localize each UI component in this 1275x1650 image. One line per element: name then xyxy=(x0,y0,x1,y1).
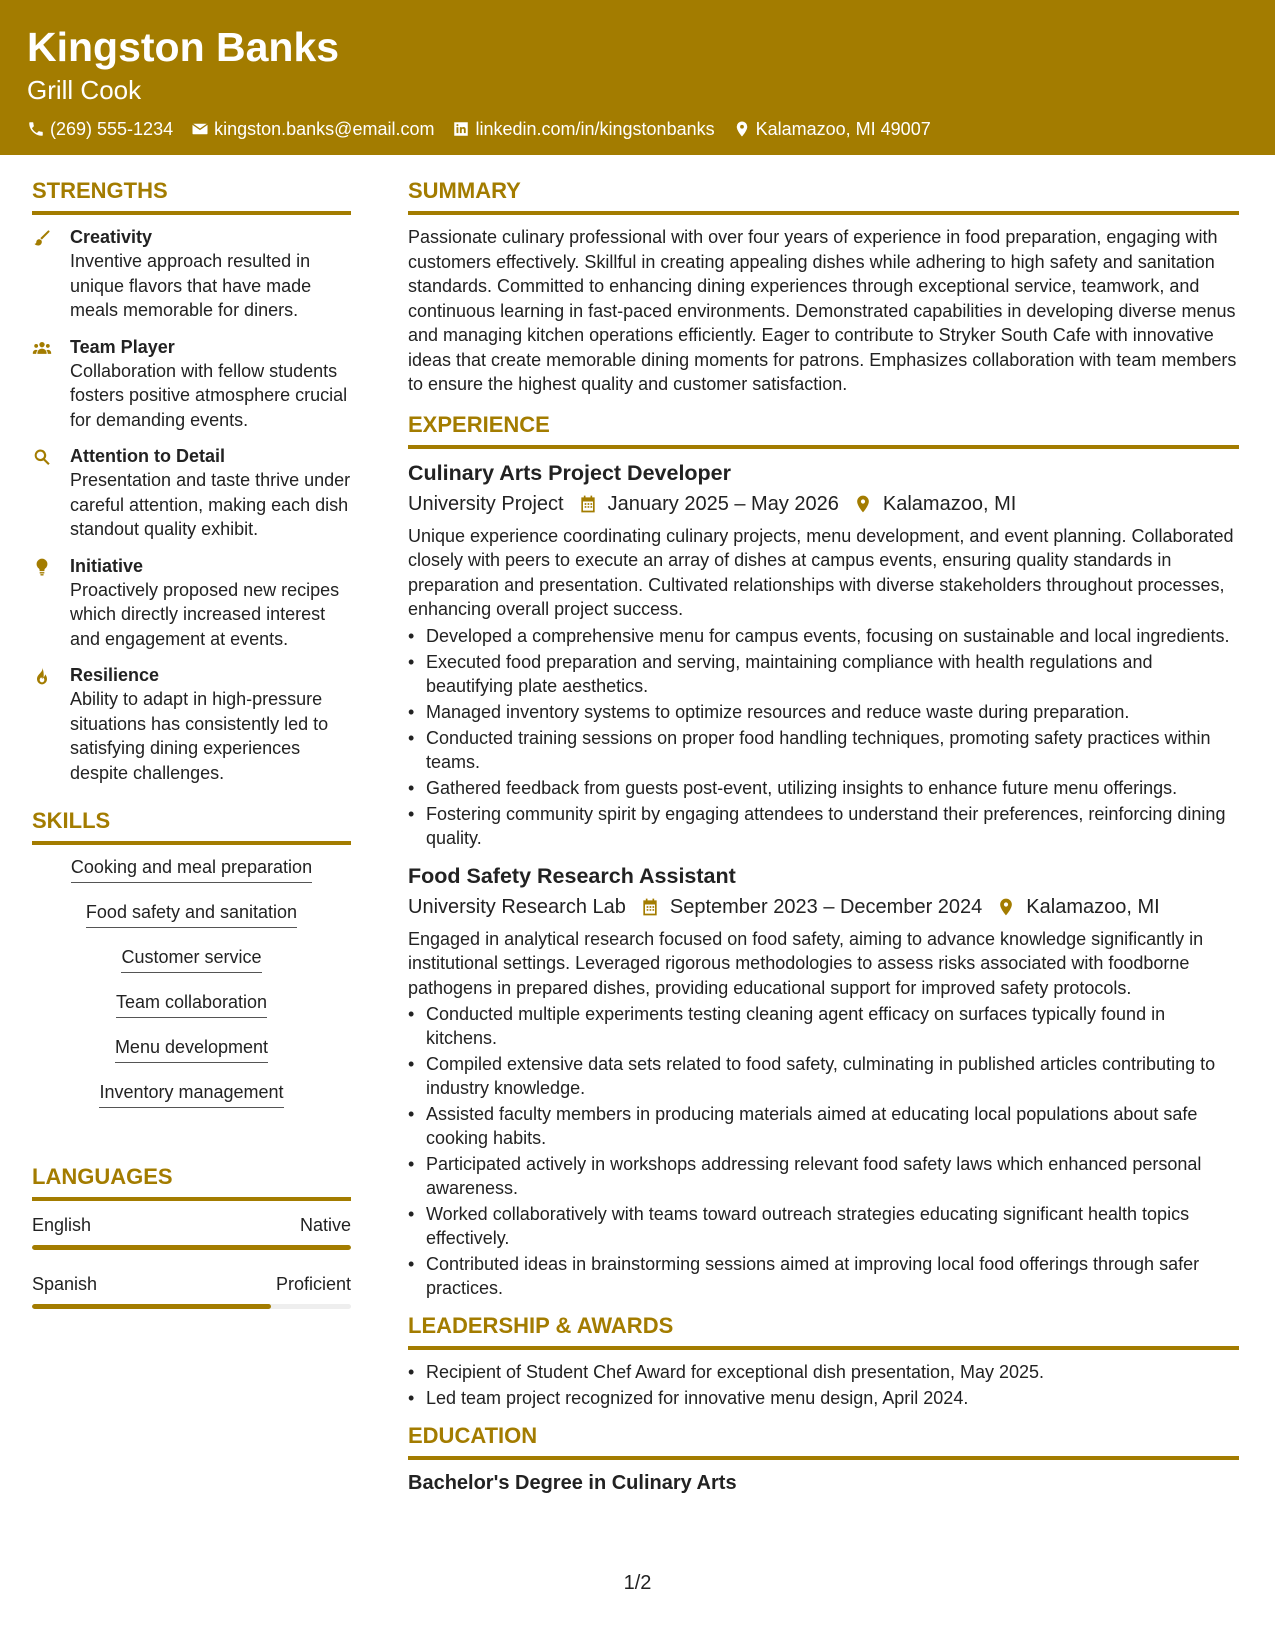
skills-heading: SKILLS xyxy=(32,807,351,845)
left-column xyxy=(32,177,351,1331)
list-item: • Fostering community spirit by engaging attendees to understand their preferences, reinforcing dining quality. xyxy=(408,802,1239,850)
lightbulb-icon xyxy=(32,557,52,577)
list-item: • Gathered feedback from guests post-event, utilizing insights to enhance future menu offerings. xyxy=(408,776,1239,800)
candidate-name: Kingston Banks xyxy=(27,24,340,70)
list-item: • Contributed ideas in brainstorming sessions aimed at improving local food offerings through safer practices. xyxy=(408,1252,1239,1300)
language-level-fill xyxy=(32,1304,271,1309)
resume-header xyxy=(0,0,1275,155)
strength-item xyxy=(32,225,351,323)
list-item: • Executed food preparation and serving, maintaining compliance with health regulations and beautifying plate aesthetics. xyxy=(408,650,1239,698)
map-pin-icon xyxy=(996,897,1016,917)
strength-description: Ability to adapt in high-pressure situations has consistently led to satisfying dining experiences despite challenges. xyxy=(70,689,329,783)
calendar-icon xyxy=(640,897,660,917)
list-item: • Assisted faculty members in producing materials aimed at educating local populations about safe cooking habits. xyxy=(408,1102,1239,1150)
language-name: Spanish xyxy=(32,1274,98,1294)
map-pin-icon xyxy=(733,120,751,138)
job-location: Kalamazoo, MI xyxy=(1026,895,1160,918)
education-degree: Bachelor's Degree in Culinary Arts xyxy=(408,1472,737,1494)
language-item xyxy=(32,1272,351,1309)
language-level-fill xyxy=(32,1245,351,1250)
strength-description: Proactively proposed new recipes which directly increased interest and engagement at events. xyxy=(70,579,340,649)
experience-heading: EXPERIENCE xyxy=(408,411,1239,449)
strength-item xyxy=(32,554,351,652)
job-meta xyxy=(408,893,1239,921)
language-level-bar xyxy=(32,1304,351,1309)
location-text: Kalamazoo, MI 49007 xyxy=(755,119,931,139)
skill-item: Menu development xyxy=(115,1035,268,1063)
strength-description: Presentation and taste thrive under careful attention, making each dish standout quality exhibit. xyxy=(70,470,351,539)
strength-title: Resilience xyxy=(70,665,160,685)
phone-text: (269) 555-1234 xyxy=(50,119,174,139)
strength-item xyxy=(32,335,351,433)
job-description: Unique experience coordinating culinary projects, menu development, and event planning. Collaborated closely with peers to execute an array of dishes at campus events, ensuring quality standards in preparation and presentation. Cultivated relationships with diverse stakeholders throughout processes, enhancing overall project success. xyxy=(408,525,1234,619)
flame-icon xyxy=(32,666,52,686)
strength-title: Attention to Detail xyxy=(70,446,225,466)
contact-email[interactable] xyxy=(191,118,434,140)
list-item: • Compiled extensive data sets related to food safety, culminating in published articles contributing to industry knowledge. xyxy=(408,1052,1239,1100)
calendar-icon xyxy=(578,494,598,514)
strength-item xyxy=(32,663,351,785)
contact-linkedin[interactable] xyxy=(452,118,714,140)
list-item: • Conducted multiple experiments testing cleaning agent efficacy on surfaces typically found in kitchens. xyxy=(408,1002,1239,1050)
job-bullets xyxy=(408,624,1239,850)
contact-location xyxy=(733,118,931,140)
language-item xyxy=(32,1213,351,1250)
strength-title: Creativity xyxy=(70,227,153,247)
strengths-heading: STRENGTHS xyxy=(32,177,351,215)
linkedin-link[interactable]: linkedin.com/in/kingstonbanks xyxy=(475,119,715,139)
job-meta xyxy=(408,490,1239,518)
page-number: 1/2 xyxy=(623,1572,652,1594)
strength-description: Inventive approach resulted in unique flavors that have made meals memorable for diners. xyxy=(70,251,312,320)
envelope-icon xyxy=(191,120,209,138)
contact-phone xyxy=(27,118,173,140)
candidate-title: Grill Cook xyxy=(27,75,142,105)
search-icon xyxy=(32,447,52,467)
job-dates: September 2023 – December 2024 xyxy=(669,895,983,918)
job-organization: University Project xyxy=(408,492,564,515)
language-level: Native xyxy=(299,1215,351,1235)
list-item: • Conducted training sessions on proper food handling techniques, promoting safety practices within teams. xyxy=(408,726,1239,774)
summary-text: Passionate culinary professional with over four years of experience in food preparation, engaging with customers effectively. Skillful in creating appealing dishes while adhering to high safety and sanitation standards. Committed to enhancing dining experiences through exceptional service, teamwork, and continuous learning in fast-paced environments. Demonstrated capabilities in developing diverse menus and managing kitchen operations efficiently. Eager to contribute to Stryker South Cafe with innovative ideas that create memorable dining moments for patrons. Emphasizes collaboration with team members to ensure the highest quality and customer satisfaction. xyxy=(408,227,1237,394)
skill-item: Team collaboration xyxy=(116,990,267,1018)
awards-list xyxy=(408,1360,1239,1410)
skill-item: Cooking and meal preparation xyxy=(71,855,312,883)
strength-description: Collaboration with fellow students fosters positive atmosphere crucial for demanding events. xyxy=(70,360,348,430)
job-title: Food Safety Research Assistant xyxy=(408,863,736,888)
list-item: • Participated actively in workshops addressing relevant food safety laws which enhanced personal awareness. xyxy=(408,1152,1239,1200)
job-bullets xyxy=(408,1002,1239,1300)
skill-item: Customer service xyxy=(121,945,261,973)
summary-heading: SUMMARY xyxy=(408,177,1239,215)
brush-icon xyxy=(32,228,52,248)
phone-icon xyxy=(27,120,45,138)
strength-title: Team Player xyxy=(70,336,175,357)
list-item: • Led team project recognized for innovative menu design, April 2024. xyxy=(408,1386,1239,1410)
list-item: • Recipient of Student Chef Award for exceptional dish presentation, May 2025. xyxy=(408,1360,1239,1384)
skill-item: Food safety and sanitation xyxy=(86,900,297,928)
language-level-bar xyxy=(32,1245,351,1250)
skills-list xyxy=(32,855,351,1125)
job-location: Kalamazoo, MI xyxy=(882,492,1017,515)
list-item: • Worked collaboratively with teams toward outreach strategies educating significant health topics effectively. xyxy=(408,1202,1239,1250)
languages-heading: LANGUAGES xyxy=(32,1163,351,1201)
linkedin-icon xyxy=(452,120,470,138)
job-entry xyxy=(408,862,1239,1301)
strength-item xyxy=(32,444,351,542)
users-icon xyxy=(32,338,52,358)
list-item: • Managed inventory systems to optimize resources and reduce waste during preparation. xyxy=(408,700,1239,724)
skill-item: Inventory management xyxy=(99,1080,283,1108)
email-link[interactable]: kingston.banks@email.com xyxy=(214,119,435,139)
language-name: English xyxy=(32,1215,92,1235)
strength-title: Initiative xyxy=(70,555,144,576)
job-entry xyxy=(408,459,1239,850)
map-pin-icon xyxy=(853,494,873,514)
language-level: Proficient xyxy=(275,1274,351,1294)
list-item: • Developed a comprehensive menu for campus events, focusing on sustainable and local ingredients. xyxy=(408,624,1239,648)
right-column xyxy=(408,177,1239,1496)
job-title: Culinary Arts Project Developer xyxy=(408,460,732,485)
awards-heading: LEADERSHIP & AWARDS xyxy=(408,1312,1239,1350)
job-organization: University Research Lab xyxy=(408,895,626,918)
contact-bar xyxy=(27,118,1248,140)
education-heading: EDUCATION xyxy=(408,1422,1239,1460)
job-description: Engaged in analytical research focused on food safety, aiming to advance knowledge significantly in institutional settings. Leveraged rigorous methodologies to assess risks associated with foodborne pathogens in prepared dishes, providing educational support for improved safety protocols. xyxy=(408,928,1204,998)
job-dates: January 2025 – May 2026 xyxy=(607,492,839,515)
